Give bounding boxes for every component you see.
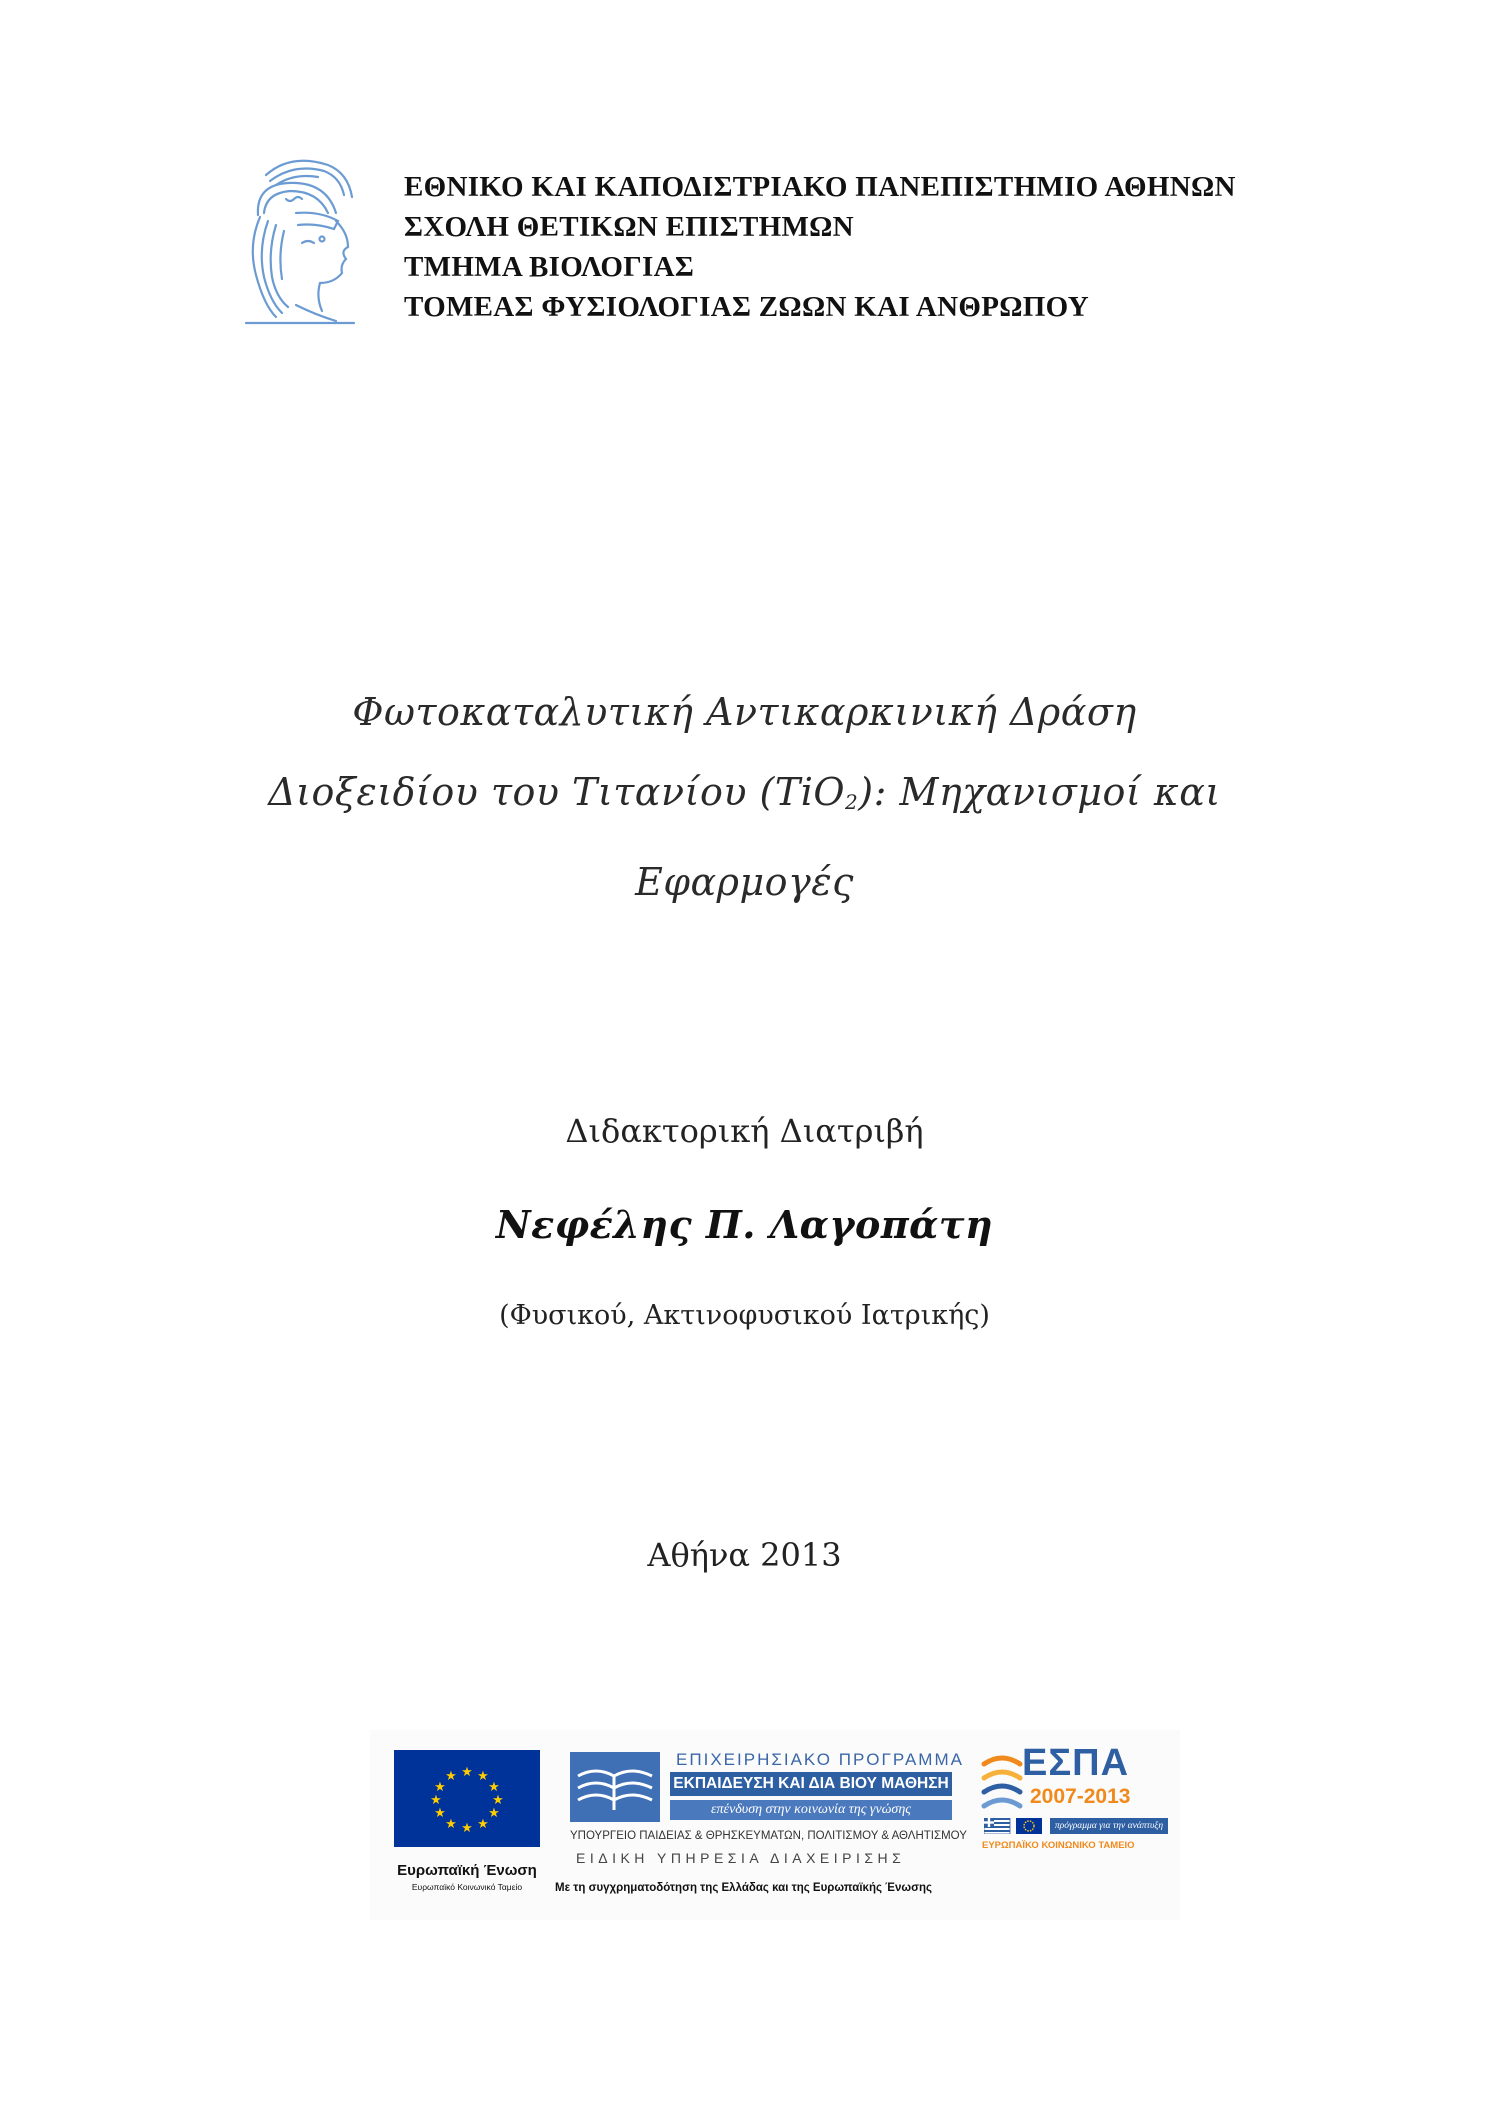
section-name: ΤΟΜΕΑΣ ΦΥΣΙΟΛΟΓΙΑΣ ΖΩΩΝ ΚΑΙ ΑΝΘΡΩΠΟΥ — [404, 291, 1089, 323]
title-line-1: Φωτοκαταλυτική Αντικαρκινική Δράση — [352, 690, 1137, 734]
place-year: Αθήνα 2013 — [647, 1536, 842, 1574]
svg-text:★: ★ — [445, 1769, 457, 1784]
svg-text:★: ★ — [434, 1806, 446, 1821]
svg-text:★: ★ — [477, 1817, 489, 1832]
svg-text:★: ★ — [430, 1793, 442, 1808]
svg-text:★: ★ — [492, 1793, 504, 1808]
title-line-2 — [0, 752, 1489, 842]
school-name: ΣΧΟΛΗ ΘΕΤΙΚΩΝ ΕΠΙΣΤΗΜΩΝ — [404, 211, 854, 243]
university-name: ΕΘΝΙΚΟ ΚΑΙ ΚΑΠΟΔΙΣΤΡΙΑΚΟ ΠΑΝΕΠΙΣΤΗΜΙΟ ΑΘΗΝΩΝ — [404, 171, 1236, 203]
university-header — [236, 155, 1336, 325]
institution-lines — [404, 167, 1236, 327]
espa-fund-name: ΕΥΡΩΠΑΪΚΟ ΚΟΙΝΩΝΙΚΟ ΤΑΜΕΙΟ — [982, 1840, 1135, 1851]
op-title: ΕΠΙΧΕΙΡΗΣΙΑΚΟ ΠΡΟΓΡΑΜΜΑ — [676, 1750, 964, 1769]
title-line-2-start: Διοξειδίου του Τιτανίου (TiO — [268, 770, 846, 814]
department-name: ΤΜΗΜΑ ΒΙΟΛΟΓΙΑΣ — [404, 251, 695, 283]
op-slogan: επένδυση στην κοινωνία της γνώσης — [670, 1800, 952, 1820]
author-affiliation: (Φυσικού, Ακτινοφυσικού Ιατρικής) — [499, 1300, 990, 1331]
svg-text:★: ★ — [461, 1765, 473, 1780]
svg-text:★: ★ — [477, 1769, 489, 1784]
eu-flag-icon — [394, 1750, 540, 1847]
espa-waves-icon — [980, 1750, 1024, 1810]
svg-text:★: ★ — [461, 1821, 473, 1836]
greece-eu-flags-icon — [984, 1818, 1044, 1834]
managing-agency: ΕΙΔΙΚΗ ΥΠΗΡΕΣΙΑ ΔΙΑΧΕΙΡΙΣΗΣ — [576, 1850, 906, 1866]
svg-text:★: ★ — [488, 1806, 500, 1821]
funding-banner — [370, 1730, 1180, 1920]
title-line-2-end: ): Μηχανισμοί και — [858, 770, 1221, 814]
eu-stars-icon — [394, 1750, 540, 1847]
cofunding-note: Με τη συγχρηματοδότηση της Ελλάδας και της Ευρωπαϊκής Ένωσης — [555, 1882, 932, 1894]
athena-head-icon — [236, 155, 361, 325]
open-book-icon — [570, 1752, 660, 1822]
espa-logo-text: ΕΣΠΑ — [1022, 1742, 1130, 1784]
thesis-type: Διδακτορική Διατριβή — [565, 1112, 924, 1150]
title-subscript: 2 — [845, 790, 859, 814]
eu-fund-name: Ευρωπαϊκό Κοινωνικό Ταμείο — [411, 1882, 523, 1892]
op-name: ΕΚΠΑΙΔΕΥΣΗ ΚΑΙ ΔΙΑ ΒΙΟΥ ΜΑΘΗΣΗ — [670, 1772, 952, 1796]
svg-text:★: ★ — [434, 1780, 446, 1795]
thesis-title — [0, 672, 1489, 922]
title-line-3: Εφαρμογές — [635, 860, 854, 904]
espa-years: 2007-2013 — [1030, 1785, 1131, 1808]
eu-name: Ευρωπαϊκή Ένωση — [397, 1862, 537, 1879]
author-name: Νεφέλης Π. Λαγοπάτη — [495, 1202, 994, 1247]
svg-text:★: ★ — [445, 1817, 457, 1832]
svg-text:★: ★ — [488, 1780, 500, 1795]
espa-tagline: πρόγραμμα για την ανάπτυξη — [1050, 1818, 1168, 1834]
ministry-name: ΥΠΟΥΡΓΕΙΟ ΠΑΙΔΕΙΑΣ & ΘΡΗΣΚΕΥΜΑΤΩΝ, ΠΟΛΙΤΙΣΜΟΥ & ΑΘΛΗΤΙΣΜΟΥ — [570, 1830, 967, 1842]
